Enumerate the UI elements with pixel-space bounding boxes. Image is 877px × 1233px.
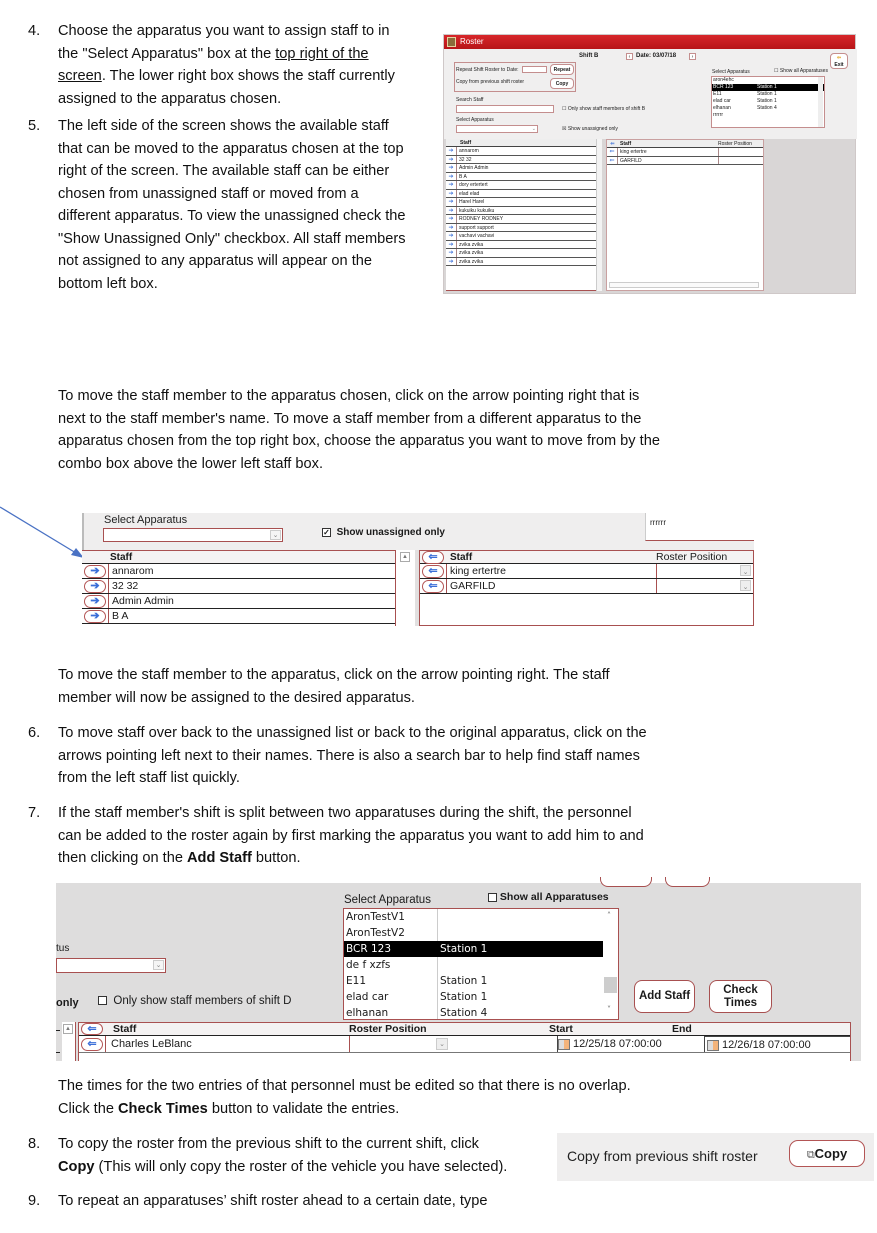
window-titlebar: [444, 35, 855, 49]
staff-row: ➔ kukuiku kukuiku: [446, 207, 601, 216]
select-apparatus-label: tus: [56, 943, 70, 954]
move-right-arrow-icon[interactable]: ➔: [84, 610, 106, 623]
staff-row: ➔ annarom: [82, 564, 415, 579]
repeat-button[interactable]: Repeat: [550, 64, 574, 75]
staff-row: ➔ 32 32: [82, 579, 415, 594]
rrr-panel: rrrrrr: [645, 513, 754, 541]
apparatus-item[interactable]: rrrrrr: [713, 112, 723, 118]
check-times-button[interactable]: Check Times: [709, 980, 772, 1013]
select-apparatus-label: Select Apparatus: [456, 117, 494, 123]
move-right-arrow-icon[interactable]: ➔: [446, 164, 457, 172]
move-right-arrow-icon[interactable]: ➔: [446, 258, 457, 266]
apparatus-item[interactable]: AronTestV1: [344, 909, 618, 925]
repeat-label: Repeat Shift Roster to Date:: [456, 67, 519, 73]
apparatus-combo[interactable]: [103, 528, 283, 542]
check-times-paragraph: The times for the two entries of that personnel must be edited so that there is no overlap. Click the Check Times button to validate the entries.: [58, 1078, 631, 1117]
move-right-arrow-icon[interactable]: ➔: [84, 580, 106, 593]
move-left-arrow-icon[interactable]: ⇐: [607, 148, 618, 156]
search-staff-input[interactable]: [456, 105, 554, 113]
show-unassigned-checkbox[interactable]: ☒ Show unassigned only: [562, 126, 618, 132]
annotation-arrow-icon: [0, 505, 90, 565]
move-right-arrow-icon[interactable]: ➔: [446, 232, 457, 240]
staff-row: ➔ zvika zvika: [446, 241, 601, 250]
step-text: . The lower right box shows the staff currently: [101, 68, 395, 84]
move-left-arrow-icon[interactable]: ⇐: [81, 1023, 103, 1035]
staff-row: ➔ B A: [82, 609, 415, 624]
move-right-arrow-icon[interactable]: ➔: [446, 207, 457, 215]
step-number: 6.: [28, 725, 41, 741]
underlined-text: screen: [58, 68, 102, 84]
staff-row: ➔ dory ertertert: [446, 181, 601, 190]
search-label: Search Staff: [456, 97, 484, 103]
grid-header: ⇐ Staff Roster Position: [420, 551, 753, 564]
window-title: Roster: [460, 37, 484, 46]
move-right-arrow-icon[interactable]: ➔: [84, 565, 106, 578]
position-combo[interactable]: [718, 157, 763, 165]
partial-button[interactable]: [600, 877, 652, 887]
move-left-arrow-icon[interactable]: ⇐: [422, 565, 444, 578]
grid-header: Staff: [82, 551, 415, 564]
step-8: 8. To copy the roster from the previous shift to the current shift, click Copy (This will only copy the roster of the vehicle you have selected).: [28, 1133, 548, 1178]
staff-transfer-screenshot: [82, 513, 754, 626]
move-right-arrow-icon[interactable]: ➔: [446, 224, 457, 232]
step-text: right of the screen. The available staff can be either: [58, 163, 390, 179]
move-right-arrow-icon[interactable]: ➔: [84, 595, 106, 608]
apparatus-item-selected[interactable]: BCR 123 Station 1: [712, 84, 824, 91]
apparatus-item[interactable]: de f xzfs: [344, 957, 618, 973]
staff-row: ➔ Admin Admin: [446, 164, 601, 173]
calendar-icon[interactable]: [707, 1040, 719, 1051]
apparatus-item[interactable]: elhanan Station 4: [346, 1007, 488, 1019]
only-shift-checkbox[interactable]: Only show staff members of shift D: [98, 995, 292, 1007]
staff-row: ➔ zvika zvika: [446, 249, 601, 258]
assign-paragraph: To move the staff member to the apparatus, click on the arrow pointing right. The staff member will now be assigned to the desired apparatus.: [58, 667, 610, 706]
staff-row: ➔ RODNEY RODNEY: [446, 215, 601, 224]
move-right-arrow-icon[interactable]: ➔: [446, 173, 457, 181]
assigned-staff-row: ⇐ Charles LeBlanc ⌄ 12/25/18 07:00:00 12/26/18 07:00:00: [79, 1036, 850, 1053]
assigned-staff-row: ⇐ king ertertre: [607, 148, 763, 157]
staff-row: ➔ vachavi vachavi: [446, 232, 601, 241]
step-9: 9. To repeat an apparatuses’ shift roster ahead to a certain date, type: [28, 1190, 628, 1213]
move-right-arrow-icon[interactable]: ➔: [446, 147, 457, 155]
step-text: the "Select Apparatus" box at the: [58, 45, 276, 62]
staff-row: ➔ support support: [446, 224, 601, 233]
next-date-button[interactable]: ›: [689, 53, 696, 60]
move-staff-paragraph: To move the staff member to the apparatus chosen, click on the arrow pointing right that is next to the staff member's name. To move a staff member from a different apparatus to the apparatus chosen from the top right box, choose the apparatus you want to move from by the combo box above the lower left staff box.: [58, 388, 660, 472]
position-combo[interactable]: ⌄: [656, 564, 753, 578]
staff-row: ➔ zvika zvika: [446, 258, 601, 267]
select-apparatus-label: Select Apparatus: [104, 514, 188, 526]
scroll-down-icon[interactable]: ˅: [607, 1005, 611, 1014]
assigned-staff-row: ⇐ GARFILD ⌄: [420, 579, 753, 594]
exit-button[interactable]: ⇦ Exit: [830, 53, 848, 69]
step-number: 7.: [28, 805, 41, 821]
grid-header: Staff: [446, 139, 601, 147]
copy-label: Copy from previous shift roster: [567, 1148, 758, 1164]
apparatus-scrollbar[interactable]: [818, 77, 823, 127]
step-text: that can be moved to the apparatus chosen at the top: [58, 140, 404, 157]
apparatus-combo[interactable]: ⌄: [456, 125, 538, 133]
step-text: "Show Unassigned Only" checkbox. All staff members: [58, 230, 406, 247]
move-left-arrow-icon[interactable]: ⇐: [422, 580, 444, 593]
left-grid-scrollbar[interactable]: [395, 550, 415, 626]
move-right-arrow-icon[interactable]: ➔: [446, 156, 457, 164]
move-left-arrow-icon[interactable]: ⇐: [81, 1038, 103, 1051]
apparatus-list[interactable]: [711, 76, 825, 128]
show-all-apparatuses-checkbox[interactable]: Show all Apparatuses: [488, 891, 609, 903]
roster-window-screenshot: [443, 34, 856, 294]
step-number: 9.: [28, 1193, 41, 1209]
add-staff-screenshot: [56, 883, 861, 1061]
step-5: [28, 115, 438, 295]
position-combo[interactable]: [718, 148, 763, 156]
scroll-up-icon[interactable]: ˄: [607, 911, 611, 920]
step-text: chosen from unassigned staff or moved from a: [58, 185, 359, 202]
move-right-arrow-icon[interactable]: ➔: [446, 190, 457, 198]
only-shift-checkbox[interactable]: ☐ Only show staff members of shift B: [562, 106, 646, 112]
apparatus-item[interactable]: E11 Station 1: [713, 91, 777, 97]
left-grid-scrollbar[interactable]: [596, 139, 602, 291]
apparatus-item[interactable]: elad car Station 1: [713, 98, 777, 104]
copy-icon: ⧉: [806, 1149, 815, 1161]
staff-row: ➔ 32 32: [446, 156, 601, 165]
chevron-down-icon: ⌄: [153, 960, 164, 970]
select-apparatus-label: Select Apparatus: [712, 69, 750, 75]
checkbox-checked-icon: ✓: [323, 527, 330, 537]
show-unassigned-checkbox[interactable]: ✓ Show unassigned only: [323, 527, 445, 538]
left-staff-grid: [446, 139, 601, 291]
copy-roster-screenshot: [557, 1133, 874, 1181]
move-right-arrow-icon[interactable]: ➔: [446, 215, 457, 223]
partial-button[interactable]: [665, 877, 710, 887]
apparatus-item[interactable]: aron4ehc: [713, 77, 734, 83]
scroll-up-icon[interactable]: ▲: [400, 552, 410, 562]
move-left-arrow-icon[interactable]: ⇐: [607, 157, 618, 165]
step-number: 8.: [28, 1136, 41, 1152]
left-grid-scrollbar[interactable]: [62, 1022, 76, 1061]
show-all-apparatuses-checkbox[interactable]: ☐ Show all Apparatuses: [774, 68, 828, 74]
apparatus-item-selected[interactable]: BCR 123 Station 1: [344, 941, 603, 957]
grid-header: ⇐ Staff Roster Position: [607, 140, 763, 148]
add-staff-button[interactable]: Add Staff: [634, 980, 695, 1013]
staff-row: ➔ annarom: [446, 147, 601, 156]
select-apparatus-label: Select Apparatus: [344, 894, 431, 906]
copy-button[interactable]: ⧉Copy: [789, 1140, 865, 1167]
step-7: 7. If the staff member's shift is split between two apparatuses during the shift, the personnel can be added to the roster again by first marking the apparatus you want to add him to and then clicking on the Add Staff button.: [28, 802, 748, 870]
step-number: 5.: [28, 118, 41, 134]
apparatus-combo[interactable]: [56, 958, 166, 973]
apparatus-item[interactable]: E11 Station 1: [346, 975, 488, 987]
step-text: bottom left box.: [58, 275, 158, 292]
chevron-down-icon: ⌄: [436, 1038, 448, 1050]
move-right-arrow-icon[interactable]: ➔: [446, 241, 457, 249]
copy-label: Copy from previous shift roster: [456, 79, 525, 85]
prev-date-button[interactable]: ‹: [626, 53, 633, 60]
assigned-staff-grid: [78, 1022, 851, 1061]
repeat-date-input[interactable]: [522, 66, 547, 73]
show-unassigned-label-partial: only: [56, 997, 79, 1009]
checkbox-icon: [488, 893, 497, 902]
staff-row: ➔ elad elad: [446, 190, 601, 199]
calendar-icon[interactable]: [558, 1039, 570, 1050]
move-right-arrow-icon[interactable]: ➔: [446, 249, 457, 257]
shift-indicator: Shift B: [579, 53, 599, 59]
position-combo[interactable]: ⌄: [656, 579, 753, 593]
scroll-up-icon[interactable]: ▲: [63, 1024, 73, 1034]
assigned-staff-row: ⇐ king ertertre ⌄: [420, 564, 753, 579]
grid-header: ⇐ Staff Roster Position Start End: [79, 1023, 850, 1036]
staff-row: ➔ Admin Admin: [82, 594, 415, 609]
roster-position-combo[interactable]: [349, 1036, 449, 1052]
start-time-field[interactable]: 12/25/18 07:00:00: [557, 1036, 705, 1052]
step-text: assigned to the apparatus chosen.: [58, 90, 282, 107]
end-time-field[interactable]: 12/26/18 07:00:00: [705, 1036, 850, 1052]
underlined-text: top right of the: [275, 45, 369, 62]
step-text: different apparatus. To view the unassigned check the: [58, 208, 406, 224]
move-right-arrow-icon[interactable]: ➔: [446, 198, 457, 206]
app-logo-icon: [447, 37, 456, 47]
apparatus-list[interactable]: [343, 908, 619, 1020]
step-text: Choose the apparatus you want to assign staff to in: [58, 23, 390, 39]
assigned-staff-row: ⇐ GARFILD: [607, 157, 763, 166]
right-staff-grid: [419, 550, 754, 626]
horizontal-scrollbar[interactable]: [609, 282, 759, 288]
staff-row: ➔ Harel Harel: [446, 198, 601, 207]
checkbox-icon: [98, 996, 107, 1005]
move-right-arrow-icon[interactable]: ➔: [446, 181, 457, 189]
apparatus-item[interactable]: AronTestV2: [344, 925, 618, 941]
right-staff-grid: [606, 139, 764, 291]
staff-row: ➔ B A: [446, 173, 601, 182]
move-left-arrow-icon[interactable]: ⇐: [610, 141, 615, 147]
apparatus-item[interactable]: elhanan Station 4: [713, 105, 777, 111]
apparatus-scrollbar[interactable]: [603, 909, 618, 1019]
scroll-thumb[interactable]: [604, 977, 617, 993]
step-text: not assigned to any apparatus will appear on the: [58, 253, 372, 269]
step-number: 4.: [28, 23, 41, 39]
left-staff-grid: [82, 550, 415, 626]
step-text: The left side of the screen shows the available staff: [58, 118, 389, 134]
chevron-down-icon: ⌄: [270, 530, 281, 540]
apparatus-item[interactable]: elad car Station 1: [346, 991, 488, 1003]
date-label: Date: 03/07/18: [636, 53, 677, 59]
step-4: [28, 20, 438, 110]
copy-button[interactable]: Copy: [550, 78, 574, 89]
move-left-arrow-icon[interactable]: ⇐: [422, 551, 444, 564]
exit-icon: ⇦: [836, 55, 842, 61]
step-6: 6. To move staff over back to the unassigned list or back to the original apparatus, click on the arrows pointing left next to their names. There is also a search bar to help find staff names from the left staff list quickly.: [28, 722, 748, 790]
